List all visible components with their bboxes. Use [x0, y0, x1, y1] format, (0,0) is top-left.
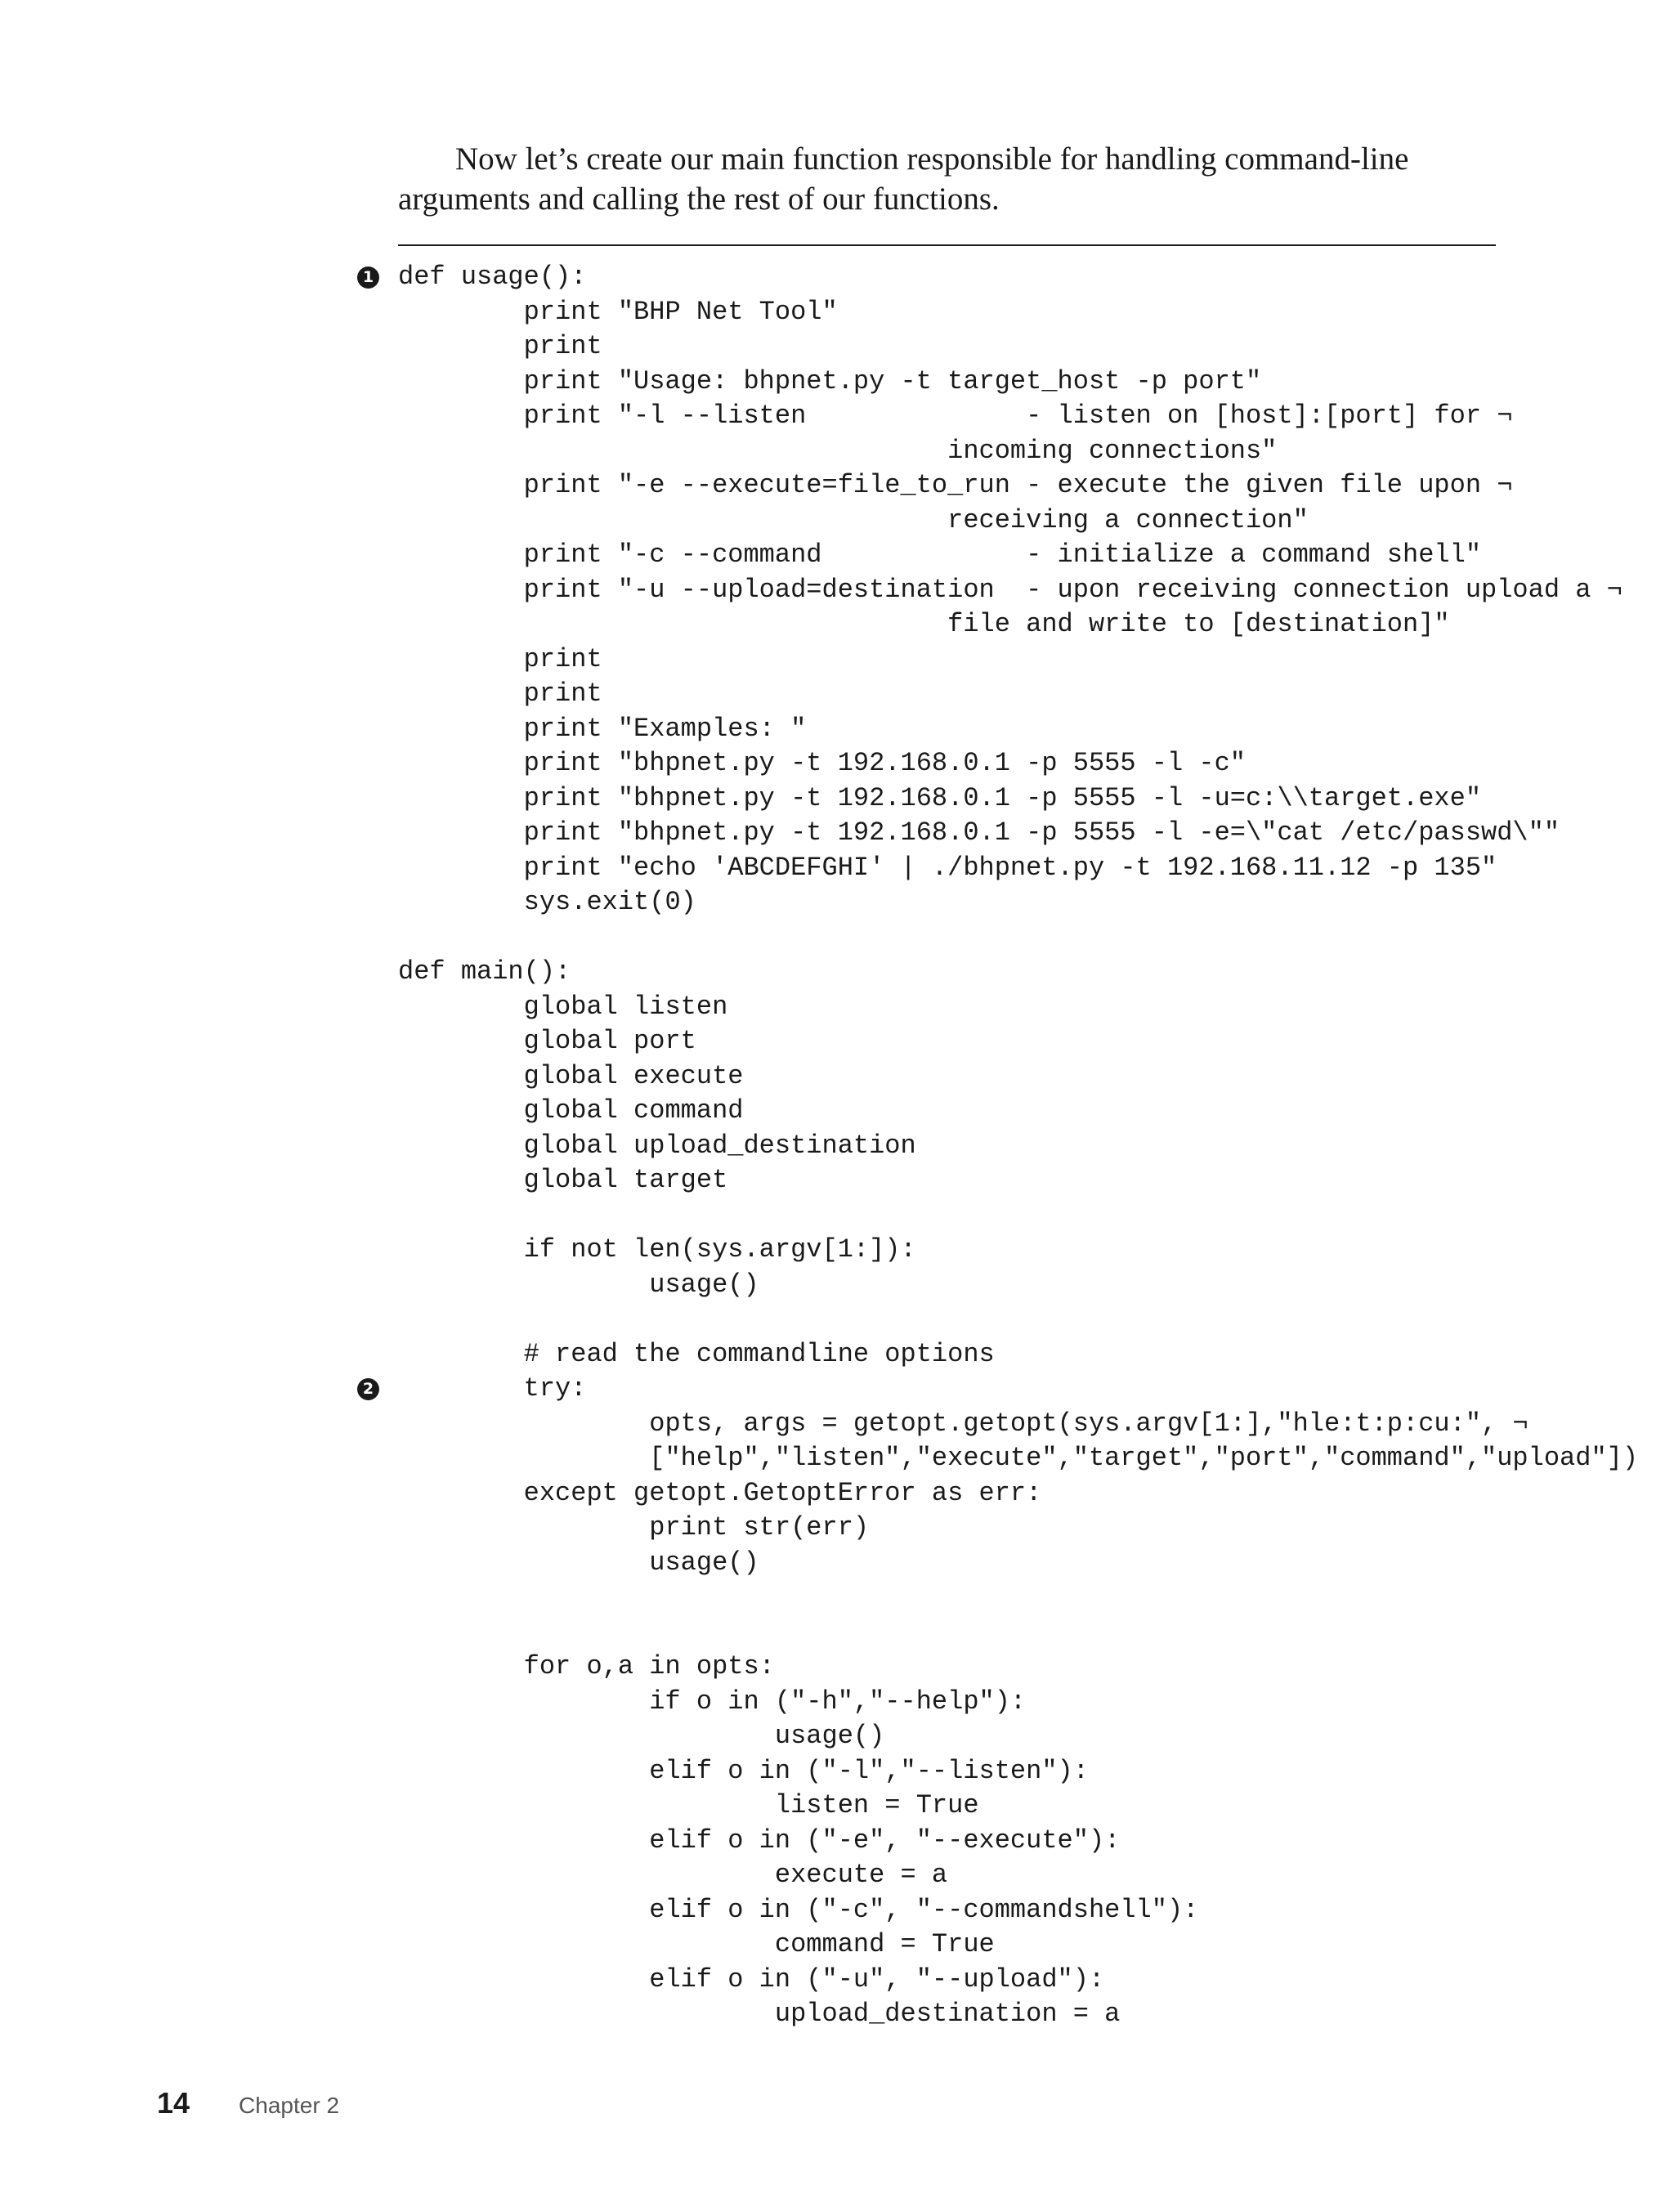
code-line: print "bhpnet.py -t 192.168.0.1 -p 5555 -l -c"	[398, 748, 1246, 778]
code-line: print str(err)	[398, 1512, 870, 1543]
code-line: listen = True	[398, 1790, 979, 1820]
code-line: elif o in ("-c", "--commandshell"):	[398, 1894, 1199, 1925]
code-line: global target	[398, 1165, 728, 1195]
code-line: sys.exit(0)	[398, 887, 696, 917]
code-line: global execute	[398, 1060, 744, 1091]
code-line: print	[398, 331, 602, 361]
page-number: 14	[157, 2086, 190, 2120]
code-line: print "Usage: bhpnet.py -t target_host -p port"	[398, 365, 1262, 396]
code-line: file and write to [destination]"	[398, 609, 1450, 639]
code-line: ["help","listen","execute","target","port","command","upload"])	[398, 1443, 1639, 1473]
code-line: usage()	[398, 1547, 759, 1578]
code-line: if o in ("-h","--help"):	[398, 1686, 1027, 1717]
code-top-rule	[398, 244, 1496, 246]
code-line: print "-e --execute=file_to_run - execute the given file upon ¬	[398, 470, 1513, 500]
code-line: global port	[398, 1026, 696, 1056]
code-line	[398, 920, 1542, 956]
code-line	[398, 1198, 1542, 1234]
chapter-label: Chapter 2	[239, 2093, 340, 2118]
code-line	[398, 1580, 1542, 1615]
code-line: global upload_destination	[398, 1130, 916, 1161]
code-line: opts, args = getopt.getopt(sys.argv[1:],"hle:t:p:cu:", ¬	[398, 1408, 1529, 1439]
page-footer	[157, 2086, 339, 2120]
code-line: if not len(sys.argv[1:]):	[398, 1234, 916, 1265]
code-line: print "-l --listen - listen on [host]:[port] for ¬	[398, 401, 1513, 431]
code-line: elif o in ("-u", "--upload"):	[398, 1963, 1105, 1995]
code-line: print	[398, 678, 602, 709]
code-line: print "BHP Net Tool"	[398, 296, 838, 327]
code-line	[398, 1302, 1542, 1337]
code-line: print "Examples: "	[398, 713, 807, 744]
code-line: incoming connections"	[398, 435, 1278, 466]
code-line: print "bhpnet.py -t 192.168.0.1 -p 5555 -l -e=\"cat /etc/passwd\""	[398, 817, 1560, 848]
code-line: global command	[398, 1095, 744, 1126]
callout-marker-1: 1	[357, 266, 379, 289]
code-line: try: 2	[398, 1372, 1542, 1407]
code-line: def main():	[398, 956, 571, 987]
code-line: elif o in ("-l","--listen"):	[398, 1755, 1089, 1786]
code-line: print "-c --command - initialize a command shell"	[398, 540, 1482, 570]
code-line: except getopt.GetoptError as err:	[398, 1477, 1042, 1508]
code-listing	[362, 260, 1639, 2032]
code-line	[398, 1615, 1542, 1650]
code-line: # read the commandline options	[398, 1338, 995, 1369]
callout-marker-2: 2	[357, 1378, 379, 1400]
code-line: usage()	[398, 1721, 885, 1751]
code-line: command = True	[398, 1929, 995, 1959]
code-line: global listen	[398, 991, 728, 1022]
code-line: execute = a	[398, 1860, 948, 1890]
code-line: print	[398, 643, 602, 674]
code-line: print "-u --upload=destination - upon receiving connection upload a ¬	[398, 574, 1623, 605]
code-line: for o,a in opts:	[398, 1651, 775, 1681]
code-line: elif o in ("-e", "--execute"):	[398, 1825, 1121, 1856]
code-line: print "echo 'ABCDEFGHI' | ./bhpnet.py -t 192.168.11.12 -p 135"	[398, 852, 1497, 883]
intro-paragraph: Now let’s create our main function responsible for handling command-line arguments and calling the rest of our functions.	[398, 141, 1409, 217]
code-line: usage()	[398, 1269, 759, 1300]
code-line: receiving a connection"	[398, 504, 1309, 535]
code-line: print "bhpnet.py -t 192.168.0.1 -p 5555 -l -u=c:\\target.exe"	[398, 782, 1482, 813]
code-line: upload_destination = a	[398, 1999, 1121, 2029]
code-line: def usage(): 1	[398, 260, 1542, 295]
